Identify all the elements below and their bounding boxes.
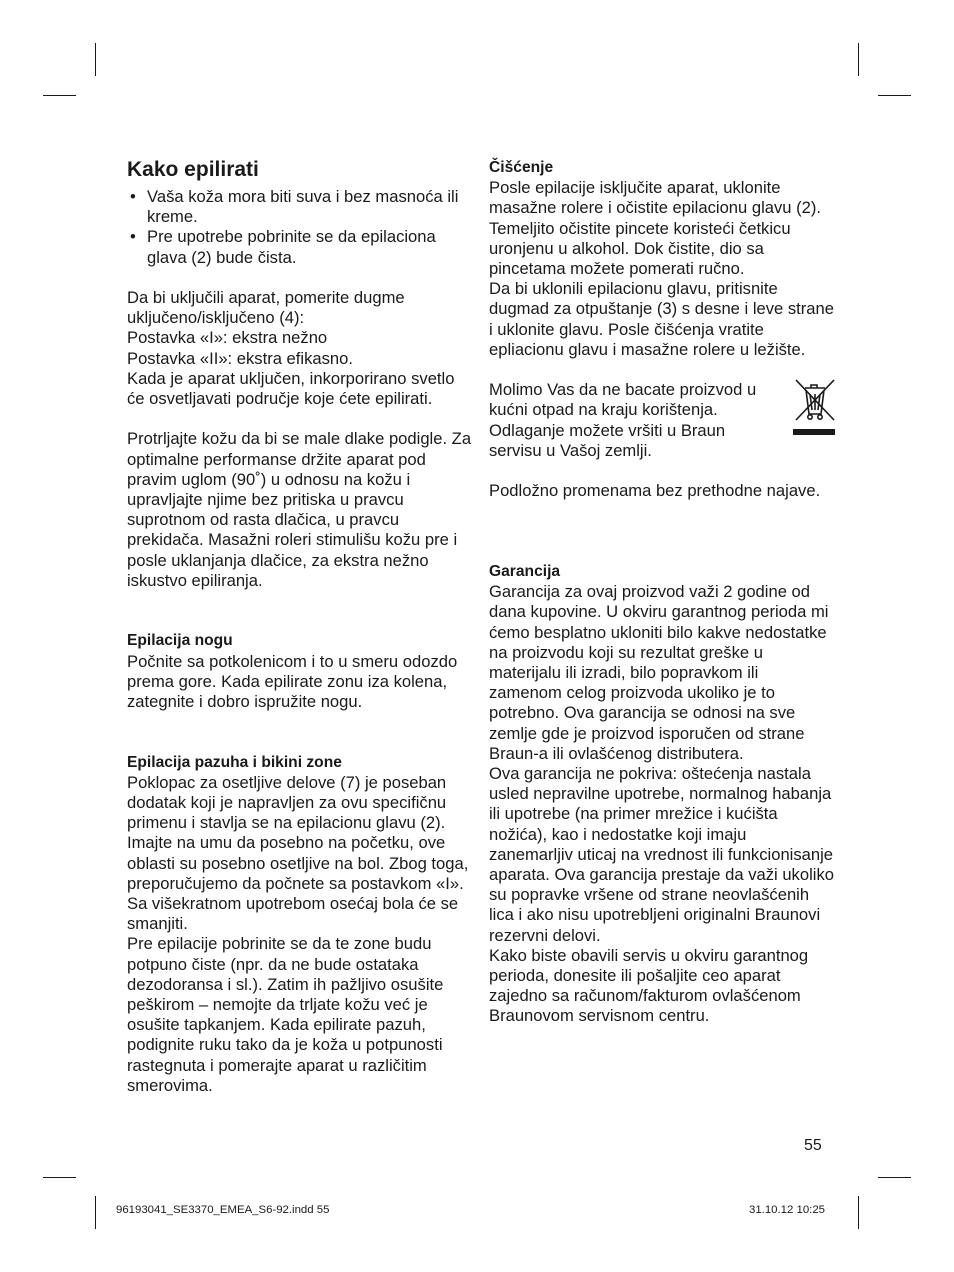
light-note: Kada je aparat uključen, inkorporirano svetlo će osvetljavati područje koje ćete epilirati. [127,368,455,409]
section-title: Kako epilirati [127,158,259,181]
crop-mark [43,1177,76,1178]
crossed-out-wheelie-bin-icon [790,374,838,438]
change-notice: Podložno promenama bez prethodne najave. [489,481,821,501]
crop-mark [858,43,859,76]
switch-instruction: Da bi uključili aparat, pomerite dugme uključeno/isključeno (4): [127,288,405,328]
cleaning-paragraph: Temeljito očistite pincete koristeći četkicu uronjenu u alkohol. Dok čistite, dio sa pincetama možete pomerati ručno. [489,218,791,279]
prep-bullet-list [127,187,472,268]
warranty-paragraph: Garancija za ovaj proizvod važi 2 godine od dana kupovine. U okviru garantnog perioda mi ćemo besplatno ukloniti bilo kakve nedostatke na proizvodu koji su rezultat greške u materijalu ili izradi, bilo popravkom ili zamenom celog proizvoda ukoliko je to potrebno. Ova garancija se odnosi na sve zemlje gde je proizvod isporučen od strane Braun-a ili ovlašćenog distributera. [489,582,829,763]
technique-paragraph: Protrljajte kožu da bi se male dlake podigle. Za optimalne performanse držite aparat pod pravim uglom (90˚) u odnosu na kožu i upravljajte njime bez pritiska u pravcu suprotnom od rasta dlačica, u pravcu prekidača. Masažni roleri stimulišu kožu pre i posle uklanjanja dlačice, za ekstra nežno iskustvo epiliranja. [127,429,472,590]
crop-mark [43,95,76,96]
setting-one: Postavka «I»: ekstra nežno [127,328,328,348]
underarm-paragraph: Poklopac za osetljive delove (7) je poseban dodatak koji je napravljen za ovu specifičnu primenu i stavlja se na epilacionu glavu (2). [127,772,447,833]
list-item: • Vaša koža mora biti suva i bez masnoća ili kreme. [127,187,472,227]
cleaning-paragraph: Da bi uklonili epilacionu glavu, pritisnite dugmad za otpuštanje (3) s desne i leve strane i uklonite glavu. Posle čišćenja vratite epliacionu glavu i masažne rolere u ležište. [489,279,834,359]
left-column [127,156,472,1096]
disposal-block [489,380,834,461]
warranty-paragraph: Ova garancija ne pokriva: oštećenja nastala usled nepravilne upotrebe, normalnog habanja ili upotrebe (na primer mrežice i kućišta nožića), kao i nedostatke koji imaju zanemarljiv uticaj na vrednost ili funkcionisanje aparata. Ova garancija prestaje da važi ukoliko su popravke vršene od strane neovlašćenih lica i ako nisu upotrebljeni originalni Braunovi rezervni delovi. [489,764,834,945]
print-footer-date: 31.10.12 10:25 [749,1204,826,1216]
underarm-paragraph: Imajte na umu da posebno na početku, ove oblasti su posebno osetljive na bol. Zbog toga, preporučujemo da počnete sa postavkom «I». Sa višekratnom upotrebom osećaj bola će se smanjiti. [127,833,469,934]
warranty-heading: Garancija [489,563,561,581]
page-number: 55 [804,1137,822,1154]
right-column [489,158,834,1027]
setting-two: Postavka «II»: ekstra efikasno. [127,348,353,368]
legs-heading: Epilacija nogu [127,632,233,650]
disposal-paragraph: Molimo Vas da ne bacate proizvod u kućni otpad na kraju korištenja. Odlaganje možete vršiti u Braun servisu u Vašoj zemlji. [489,380,757,460]
crop-mark [878,95,911,96]
crop-mark [858,1196,859,1229]
crop-mark [878,1177,911,1178]
warranty-paragraph: Kako biste obavili servis u okviru garantnog perioda, donesite ili pošaljite ceo aparat zajedno sa računom/fakturom ovlašćenom Braunovom servisnom centru. [489,945,809,1026]
underarm-heading: Epilacija pazuha i bikini zone [127,753,342,771]
cleaning-heading: Čišćenje [489,159,554,176]
crop-mark [95,43,96,76]
list-item: • Pre upotrebe pobrinite se da epilaciona glava (2) bude čista. [127,227,472,267]
underarm-paragraph: Pre epilacije pobrinite se da te zone budu potpuno čiste (npr. da ne bude ostataka dezodoransa i sl.). Zatim ih pažljivo osušite peškirom – nemojte da trljate kožu već je osušite tapkanjem. Kada epilirate pazuh, podignite ruku tako da je koža u potpunosti rastegnuta i pomerajte aparat u različitim smerovima. [127,934,444,1095]
legs-paragraph: Počnite sa potkolenicom i to u smeru odozdo prema gore. Kada epilirate zonu iza kolena, zategnite i dobro ispružite nogu. [127,651,458,712]
print-footer-file: 96193041_SE3370_EMEA_S6-92.indd 55 [116,1204,330,1216]
crop-mark [95,1196,96,1229]
cleaning-paragraph: Posle epilacije isključite aparat, uklonite masažne rolere i očistite epilacionu glavu (2). [489,178,822,218]
